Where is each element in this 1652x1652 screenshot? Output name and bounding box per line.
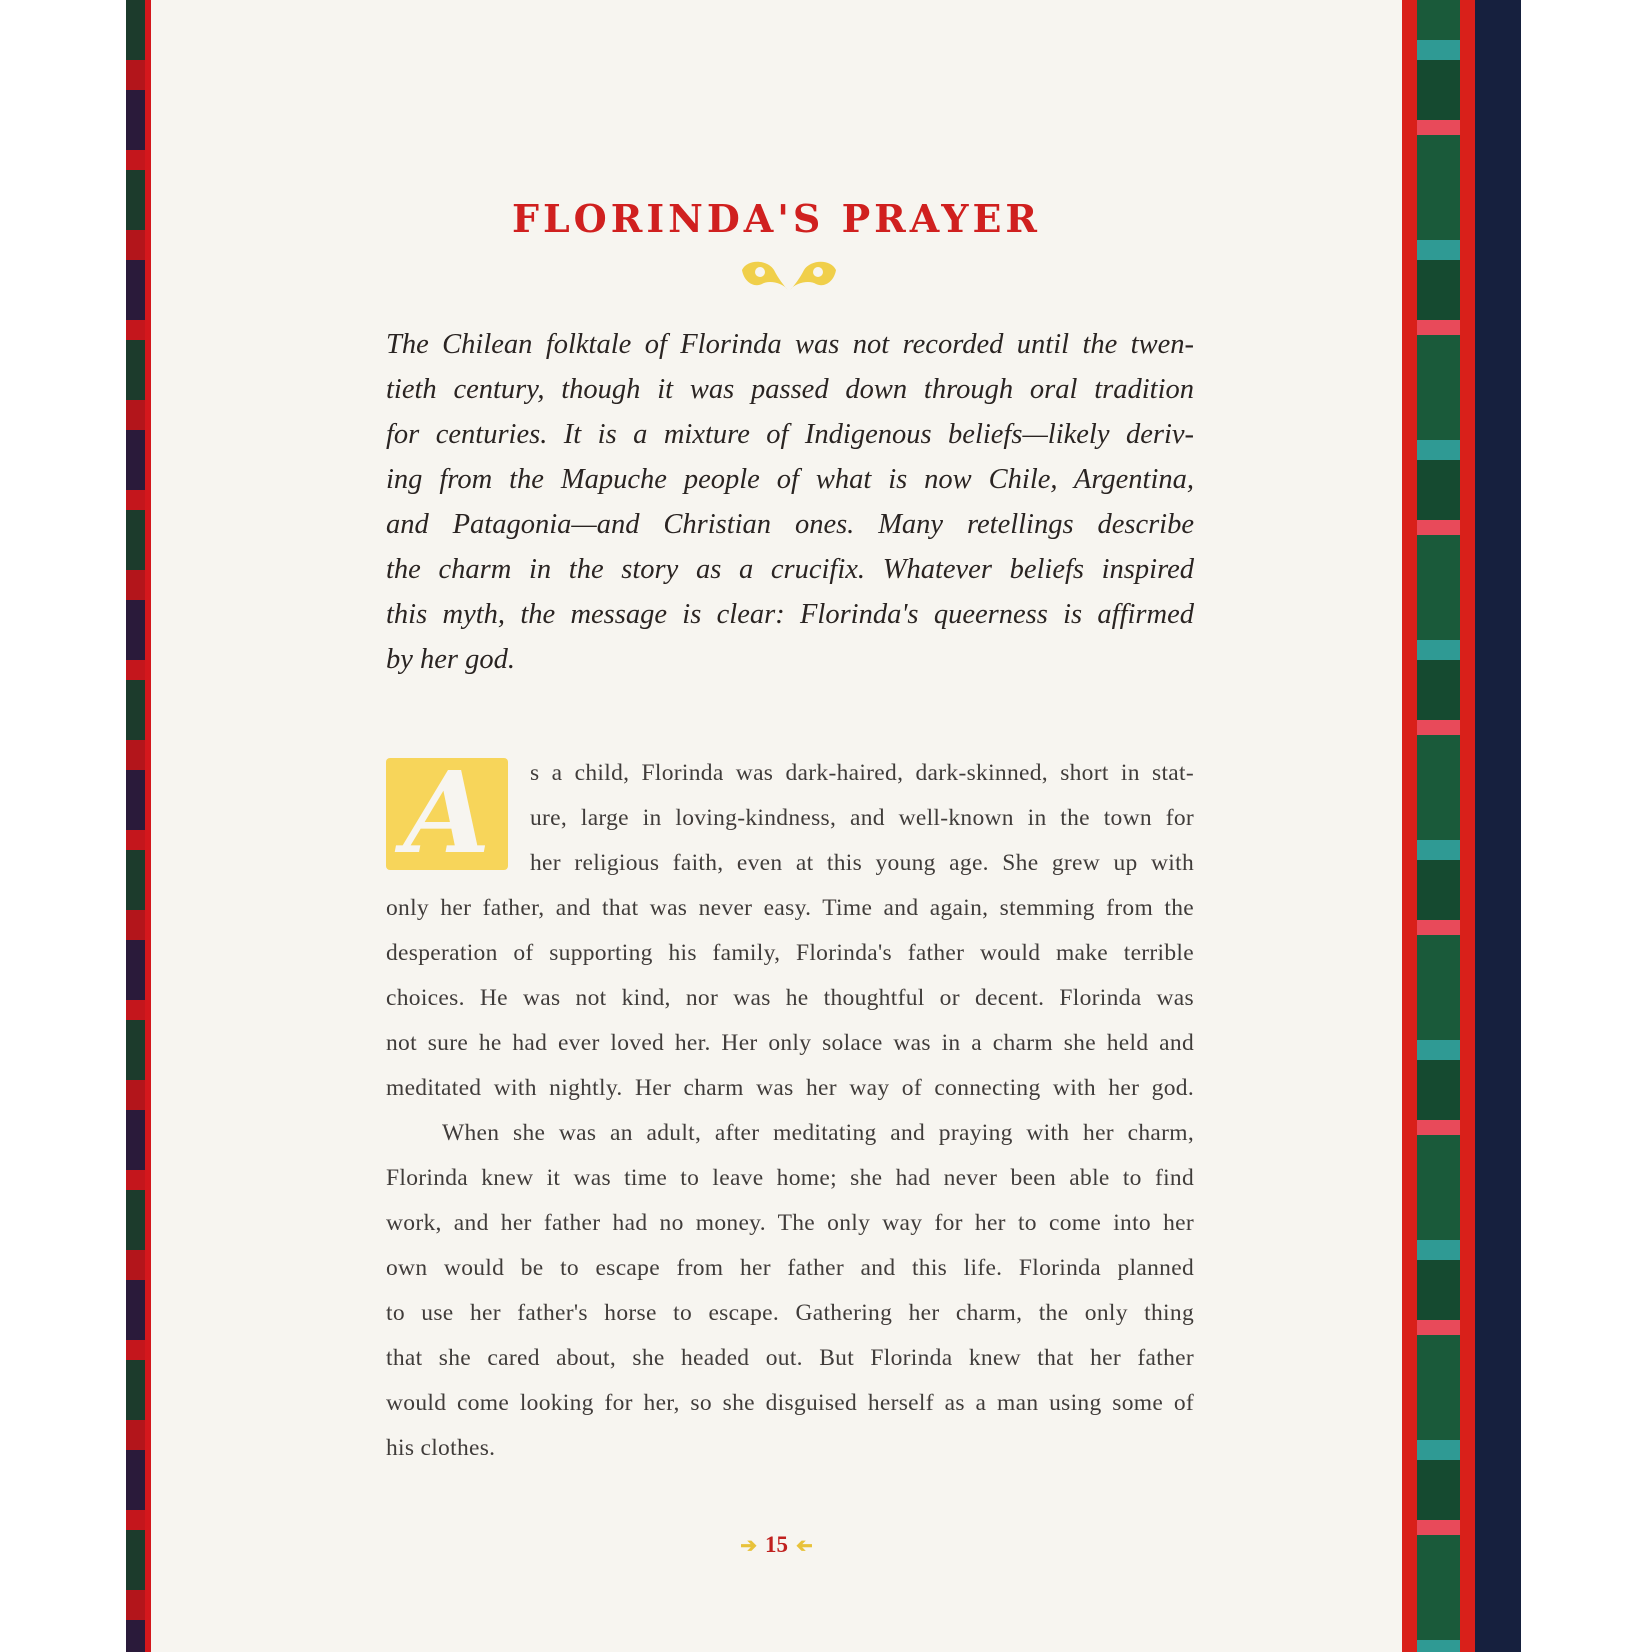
body-line: choices. He was not kind, nor was he thoughtful or decent. Florinda was [386,985,1194,1011]
body-line: only her father, and that was never easy. Time and again, stemming from the [386,895,1194,921]
arrow-left-icon: ➔ [796,1535,813,1557]
chapter-title: FLORINDA'S PRAYER [511,196,1042,241]
page-number-text: 15 [765,1532,788,1557]
body-line: meditated with nightly. Her charm was her way of connecting with her god. [386,1075,1194,1101]
arrow-right-icon: ➔ [740,1535,757,1557]
body-line: own would be to escape from her father and this life. Florinda planned [386,1255,1194,1281]
body-line: ure, large in loving-kindness, and well-known in the town for [530,805,1194,831]
right-decorative-border [1402,0,1521,1652]
intro-line: for centuries. It is a mixture of Indigenous beliefs—likely deriv- [386,419,1194,450]
body-line: her religious faith, even at this young age. She grew up with [530,850,1194,876]
intro-line: the charm in the story as a crucifix. Whatever beliefs inspired [386,554,1194,585]
intro-line: The Chilean folktale of Florinda was not recorded until the twen- [386,329,1194,360]
intro-paragraph [386,322,1194,682]
body-line: Florinda knew it was time to leave home; she had never been able to find [386,1165,1194,1191]
border-floral-vine [1417,0,1460,1652]
body-line: work, and her father had no money. The only way for her to come into her [386,1210,1194,1236]
intro-line: and Patagonia—and Christian ones. Many retellings describe [386,509,1194,540]
body-line: his clothes. [386,1435,496,1461]
body-line: to use her father's horse to escape. Gathering her charm, the only thing [386,1300,1194,1326]
body-line: When she was an adult, after meditating and praying with her charm, [442,1120,1194,1146]
body-line: that she cared about, she headed out. But Florinda knew that her father [386,1345,1194,1371]
flourish-ornament-icon [738,258,840,292]
body-line: desperation of supporting his family, Florinda's father would make terrible [386,940,1194,966]
body-line: would come looking for her, so she disguised herself as a man using some of [386,1390,1194,1416]
intro-line: ing from the Mapuche people of what is now Chile, Argentina, [386,464,1194,495]
intro-line: tieth century, though it was passed down through oral tradition [386,374,1194,405]
page-number [151,1532,1402,1558]
body-line: s a child, Florinda was dark-haired, dark-skinned, short in stat- [530,760,1194,786]
body-line: not sure he had ever loved her. Her only solace was in a charm she held and [386,1030,1194,1056]
left-decorative-border [126,0,151,1652]
body-text [386,751,1194,1471]
intro-line: this myth, the message is clear: Florinda's queerness is affirmed [386,599,1194,630]
intro-line: by her god. [386,644,516,675]
drop-cap: A [386,758,508,870]
